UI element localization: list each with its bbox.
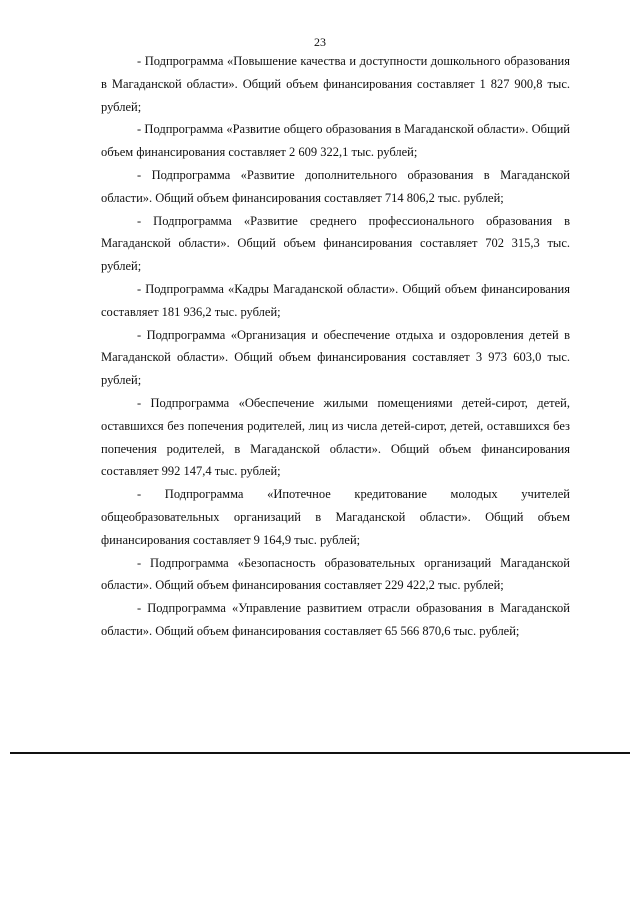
page-number: 23	[314, 35, 326, 49]
subprogram-paragraph: - Подпрограмма «Обеспечение жилыми помещениями детей-сирот, детей, оставшихся без попечения родителей, лиц из числа детей-сирот, детей, оставшихся без попечения родителей, в Магаданской области». Общий объем финансирования составляет 992 147,4 тыс. рублей;	[101, 395, 570, 479]
subprogram-paragraph: - Подпрограмма «Управление развитием отрасли образования в Магаданской области». Общий объем финансирования составляет 65 566 870,6 тыс. рублей;	[101, 601, 570, 638]
subprogram-paragraph: - Подпрограмма «Безопасность образовательных организаций Магаданской области». Общий объем финансирования составляет 229 422,2 тыс. рублей;	[101, 555, 570, 593]
subprogram-paragraph: - Подпрограмма «Развитие общего образования в Магаданской области». Общий объем финансирования составляет 2 609 322,1 тыс. рублей;	[101, 122, 570, 160]
subprogram-paragraph: - Подпрограмма «Развитие дополнительного образования в Магаданской области». Общий объем финансирования составляет 714 806,2 тыс. рублей;	[101, 167, 570, 205]
document-body	[101, 50, 570, 643]
subprogram-paragraph: - Подпрограмма «Организация и обеспечение отдыха и оздоровления детей в Магаданской области». Общий объем финансирования составляет 3 973 603,0 тыс. рублей;	[101, 327, 570, 388]
subprogram-paragraph: - Подпрограмма «Повышение качества и доступности дошкольного образования в Магаданской области». Общий объем финансирования составляет 1 827 900,8 тыс. рублей;	[101, 54, 570, 114]
subprogram-paragraph: - Подпрограмма «Кадры Магаданской области». Общий объем финансирования составляет 181 936,2 тыс. рублей;	[101, 281, 570, 319]
subprogram-paragraph: - Подпрограмма «Ипотечное кредитование молодых учителей общеобразовательных организаций в Магаданской области». Общий объем финансирования составляет 9 164,9 тыс. рублей;	[101, 487, 570, 547]
subprogram-paragraph: - Подпрограмма «Развитие среднего профессионального образования в Магаданской области». Общий объем финансирования составляет 702 315,3 тыс. рублей;	[101, 213, 570, 274]
footer-divider	[10, 752, 630, 754]
